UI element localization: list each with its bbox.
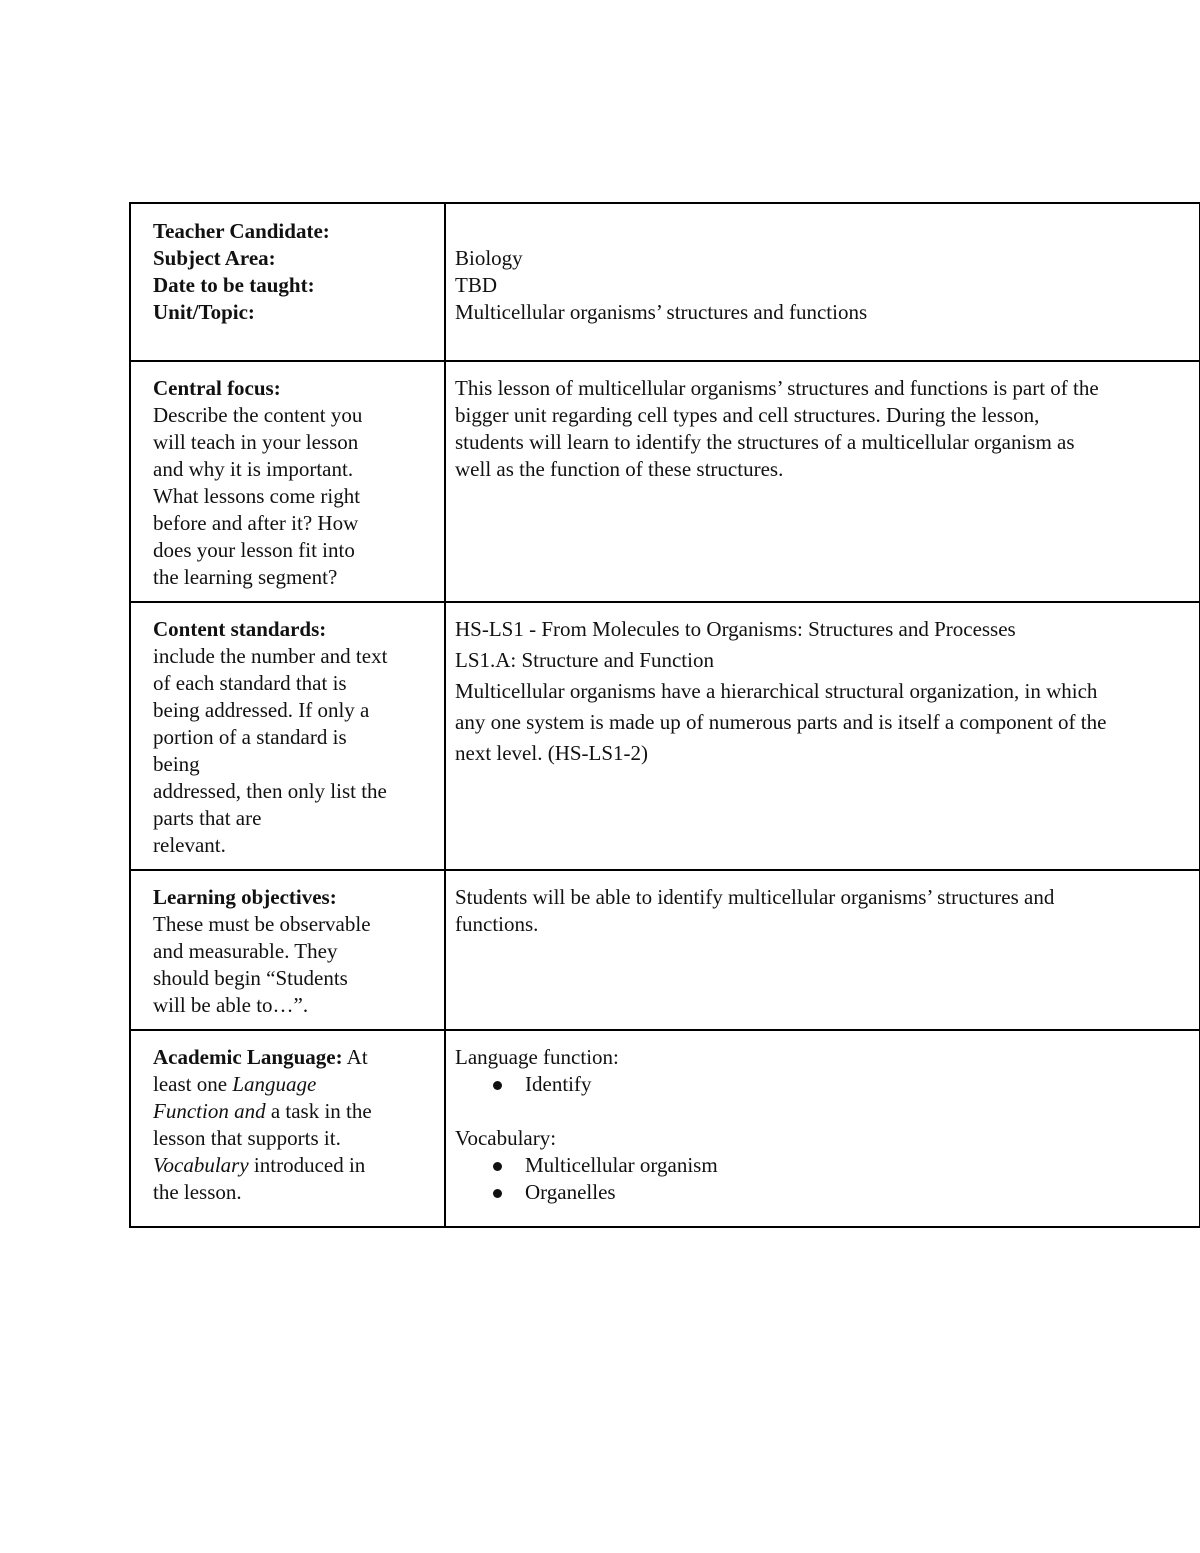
content-standards-prompt-cell (130, 602, 445, 870)
header-labels-cell (130, 203, 445, 361)
central-focus-response-line: well as the function of these structures. (455, 457, 784, 481)
central-focus-prompt-cell (130, 361, 445, 602)
list-item-text: Organelles (525, 1180, 616, 1204)
standard-subcode-line: LS1.A: Structure and Function (455, 648, 714, 672)
date-to-be-taught-label: Date to be taught: (153, 273, 315, 297)
content-standards-label: Content standards: (153, 617, 327, 641)
subject-area-value: Biology (455, 246, 523, 270)
academic-language-prompt-text: introduced in (248, 1153, 366, 1177)
bullet-icon (493, 1162, 502, 1171)
content-standards-prompt-line: being addressed. If only a (153, 698, 370, 722)
unit-topic-value: Multicellular organisms’ structures and functions (455, 300, 868, 324)
learning-objectives-prompt-cell (130, 870, 445, 1030)
learning-objectives-response-line: Students will be able to identify multicellular organisms’ structures and (455, 885, 1055, 909)
learning-objectives-response-line: functions. (455, 912, 539, 936)
central-focus-prompt-line: Describe the content you (153, 403, 363, 427)
standard-code-line: HS-LS1 - From Molecules to Organisms: Structures and Processes (455, 617, 1016, 641)
central-focus-response-line: students will learn to identify the structures of a multicellular organism as (455, 430, 1075, 454)
academic-language-prompt-cell (130, 1030, 445, 1227)
learning-objectives-prompt-line: will be able to…”. (153, 993, 309, 1017)
central-focus-response-line: This lesson of multicellular organisms’ structures and functions is part of the (455, 376, 1099, 400)
content-standards-prompt-line: include the number and text (153, 644, 388, 668)
central-focus-response-cell (445, 361, 1200, 602)
academic-language-prompt-line: lesson that supports it. (153, 1126, 341, 1150)
content-standards-response-cell (445, 602, 1200, 870)
learning-objectives-prompt-line: These must be observable (153, 912, 371, 936)
academic-language-prompt-line (153, 1044, 430, 1071)
academic-language-row (130, 1030, 1200, 1227)
central-focus-row (130, 361, 1200, 602)
learning-objectives-label: Learning objectives: (153, 885, 337, 909)
standard-text-line: next level. (HS-LS1-2) (455, 741, 649, 765)
academic-language-prompt-line (153, 1098, 430, 1125)
academic-language-prompt-text: a task in the (265, 1099, 372, 1123)
standard-text-line: Multicellular organisms have a hierarchical structural organization, in which (455, 679, 1098, 703)
central-focus-prompt-line: does your lesson fit into (153, 538, 355, 562)
content-standards-row (130, 602, 1200, 870)
vocabulary-list (455, 1152, 1187, 1206)
academic-language-prompt-line (153, 1152, 430, 1179)
academic-language-prompt-text: At (342, 1045, 368, 1069)
subject-area-label: Subject Area: (153, 246, 276, 270)
standard-text-line: any one system is made up of numerous parts and is itself a component of the (455, 710, 1107, 734)
academic-language-prompt-italic: Function and (153, 1099, 266, 1123)
language-function-list (455, 1071, 1187, 1098)
content-standards-prompt-line: of each standard that is (153, 671, 347, 695)
content-standards-prompt-line: portion of a standard is (153, 725, 347, 749)
spacer (455, 1098, 1187, 1125)
academic-language-label: Academic Language: (153, 1045, 343, 1069)
central-focus-prompt-line: before and after it? How (153, 511, 359, 535)
central-focus-prompt-line: and why it is important. (153, 457, 354, 481)
academic-language-prompt-italic: Language (232, 1072, 317, 1096)
academic-language-prompt-text: least one (153, 1072, 233, 1096)
central-focus-label: Central focus: (153, 376, 281, 400)
learning-objectives-prompt-line: and measurable. They (153, 939, 338, 963)
learning-objectives-prompt-line: should begin “Students (153, 966, 348, 990)
unit-topic-label: Unit/Topic: (153, 300, 255, 324)
list-item-text: Identify (525, 1072, 592, 1096)
vocabulary-heading: Vocabulary: (455, 1126, 557, 1150)
list-item (455, 1179, 1187, 1206)
academic-language-prompt-line: the lesson. (153, 1180, 242, 1204)
list-item (455, 1152, 1187, 1179)
learning-objectives-response-cell (445, 870, 1200, 1030)
header-row (130, 203, 1200, 361)
list-item (455, 1071, 1187, 1098)
content-standards-prompt-line: relevant. (153, 833, 226, 857)
bullet-icon (493, 1189, 502, 1198)
central-focus-response-line: bigger unit regarding cell types and cell structures. During the lesson, (455, 403, 1040, 427)
central-focus-prompt-line: the learning segment? (153, 565, 338, 589)
content-standards-prompt-line: addressed, then only list the (153, 779, 387, 803)
bullet-icon (493, 1081, 502, 1090)
central-focus-prompt-line: What lessons come right (153, 484, 361, 508)
learning-objectives-row (130, 870, 1200, 1030)
date-to-be-taught-value: TBD (455, 273, 497, 297)
lesson-plan-table (129, 202, 1200, 1228)
header-values-cell (445, 203, 1200, 361)
content-standards-prompt-line: parts that are (153, 806, 262, 830)
content-standards-prompt-line: being (153, 752, 200, 776)
language-function-heading: Language function: (455, 1045, 619, 1069)
central-focus-prompt-line: will teach in your lesson (153, 430, 359, 454)
academic-language-response-cell (445, 1030, 1200, 1227)
teacher-candidate-label: Teacher Candidate: (153, 219, 330, 243)
academic-language-prompt-line (153, 1071, 430, 1098)
academic-language-prompt-italic: Vocabulary (153, 1153, 249, 1177)
list-item-text: Multicellular organism (525, 1153, 718, 1177)
